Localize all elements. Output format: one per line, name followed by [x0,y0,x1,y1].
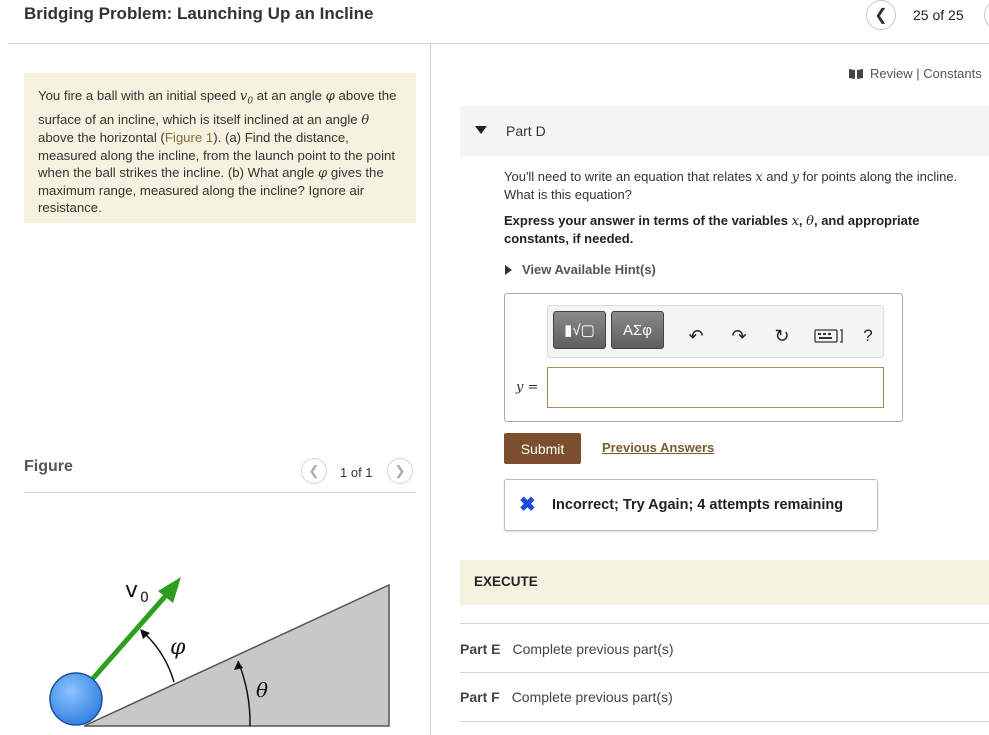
part-e-label: Part E [460,641,501,657]
part-divider [460,721,989,722]
review-constants-link[interactable] [848,66,989,81]
incline-shape [84,585,389,726]
var-phi: φ [318,165,328,181]
v0-subscript: 0 [140,590,149,606]
var-y: y [791,170,799,185]
hint-label: View Available Hint(s) [522,262,656,277]
figure-link[interactable]: Figure 1 [164,130,214,146]
var-v0: $v_0$ [239,89,254,107]
incorrect-x-icon: ✖ [519,494,536,516]
previous-answers-link[interactable]: Previous Answers [602,440,715,455]
problem-text: above the horizontal ( [38,130,165,146]
next-problem-button[interactable] [984,0,989,30]
part-e-status: Complete previous part(s) [512,641,674,657]
chevron-left-icon: ❮ [874,7,888,24]
problem-text: above the surface of an incline, which is itself inclined at an angle [38,88,397,127]
problem-text: ). (a) Find the distance, measured along the incline, from the launch point to the point when the ball strikes the incline. (b) What angle [38,130,396,180]
help-button[interactable]: ? [863,326,873,345]
theta-label: θ [256,678,269,702]
ball [50,673,102,725]
part-d-instruction: Express your answer in terms of the variables x, θ, and appropriate constants, if needed. [504,213,920,246]
chevron-left-icon: ❮ [308,463,320,478]
redo-icon[interactable]: ↷ [731,325,747,346]
problem-text: You fire a ball with an initial speed [38,88,240,103]
part-divider [460,623,989,624]
problem-text: at an angle [253,88,326,103]
answer-input[interactable] [547,367,884,408]
view-hints-toggle[interactable] [505,262,656,277]
feedback-text: Incorrect; Try Again; 4 attempts remaining [552,497,844,513]
expand-triangle-icon [505,265,512,275]
undo-icon[interactable]: ↶ [688,325,704,346]
submit-button[interactable]: Submit [504,433,581,464]
page-title: Bridging Problem: Launching Up an Incline [24,4,374,23]
collapse-triangle-icon[interactable] [475,126,487,134]
var-phi: φ [325,89,335,104]
column-divider [430,44,431,735]
phi-label: φ [170,635,186,660]
part-d-question: You'll need to write an equation that relates x and y for points along the incline. What is this equation? [504,169,958,202]
v0-label: v [125,578,139,603]
figure-next-button[interactable] [387,458,413,484]
part-divider [460,672,989,673]
var-x: x [791,214,799,229]
problem-counter: 25 of 25 [913,7,964,23]
chevron-right-icon: ❯ [394,463,406,478]
part-e-row[interactable] [460,641,674,657]
header-divider [8,43,989,44]
execute-bar [460,560,989,605]
book-icon [848,68,864,80]
var-theta: θ [806,214,814,229]
answer-label: y = [516,380,539,395]
part-f-label: Part F [460,689,500,705]
problem-text: gives the maximum range, measured along the incline? Ignore air resistance. [38,164,384,216]
var-x: x [755,170,763,185]
symbols-button[interactable]: ΑΣφ [611,311,664,349]
execute-label: EXECUTE [474,574,538,589]
figure-counter: 1 of 1 [340,465,373,480]
figure-divider [24,492,416,493]
part-d-title: Part D [506,123,546,139]
reset-icon[interactable]: ↻ [774,325,790,346]
figure-heading: Figure [24,458,73,475]
var-theta: θ [361,112,370,128]
review-constants-text: Review | Constants [870,66,982,81]
incline-diagram [24,560,414,735]
previous-problem-button[interactable] [866,0,896,30]
part-f-status: Complete previous part(s) [511,689,673,705]
templates-button[interactable]: ▮√▢ [553,311,606,349]
part-f-row[interactable] [460,689,673,705]
keyboard-icon[interactable] [812,322,846,350]
problem-statement [24,73,416,223]
figure-prev-button[interactable] [301,458,327,484]
